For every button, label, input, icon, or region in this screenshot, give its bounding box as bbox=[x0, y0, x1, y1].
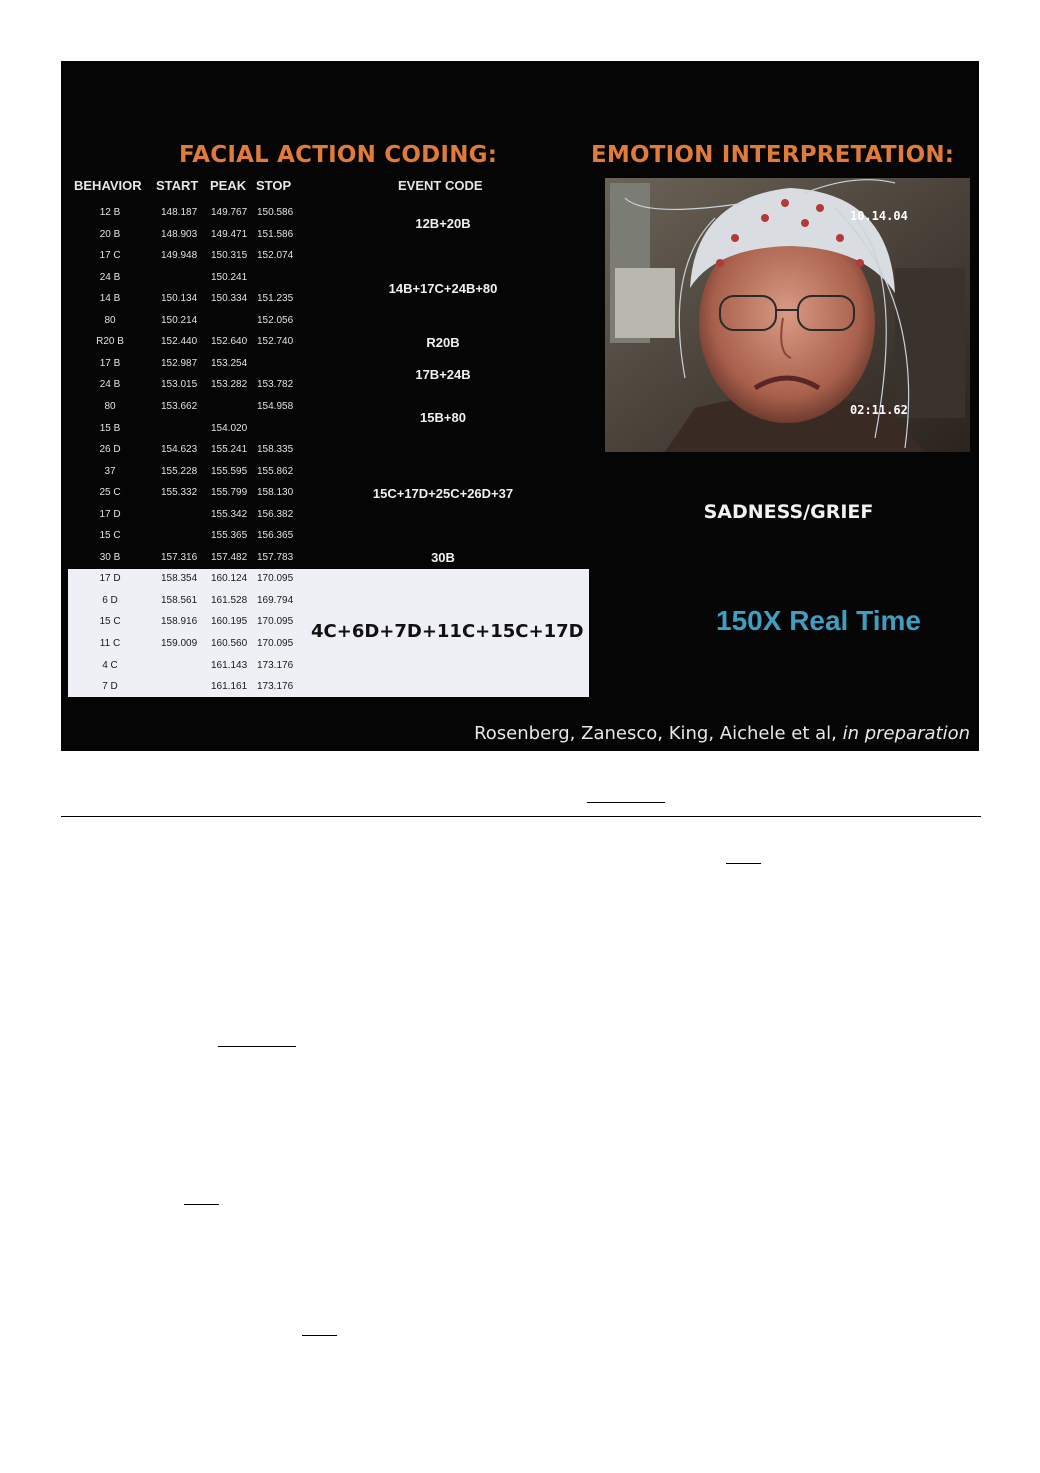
table-cell-peak: 157.482 bbox=[211, 552, 248, 563]
table-cell-stop: 169.794 bbox=[257, 595, 294, 606]
table-cell-start: 152.440 bbox=[161, 336, 198, 347]
table-cell-start: 150.134 bbox=[161, 293, 198, 304]
table-cell-behavior: 12 B bbox=[99, 207, 121, 218]
table-cell-behavior: 11 C bbox=[99, 638, 121, 649]
table-cell-start: 155.228 bbox=[161, 466, 198, 477]
table-cell-start: 157.316 bbox=[161, 552, 198, 563]
table-cell-behavior: 25 C bbox=[99, 487, 121, 498]
table-cell-stop: 156.365 bbox=[257, 530, 294, 541]
table-cell-behavior: 15 C bbox=[99, 616, 121, 627]
short-rule bbox=[218, 1046, 296, 1047]
event-code: R20B bbox=[426, 335, 460, 350]
table-cell-peak: 152.640 bbox=[211, 336, 248, 347]
table-cell-stop: 170.095 bbox=[257, 573, 294, 584]
table-cell-behavior: 37 bbox=[104, 466, 116, 477]
short-rule bbox=[302, 1335, 337, 1336]
table-cell-peak: 154.020 bbox=[211, 423, 248, 434]
table-cell-behavior: 24 B bbox=[99, 379, 121, 390]
event-code: 12B+20B bbox=[415, 216, 471, 231]
table-cell-stop: 154.958 bbox=[257, 401, 294, 412]
timestamp-bottom: 02:11.62 bbox=[850, 403, 908, 417]
table-cell-start: 148.187 bbox=[161, 207, 198, 218]
table-cell-behavior: 80 bbox=[104, 315, 116, 326]
table-cell-behavior: 30 B bbox=[99, 552, 121, 563]
table-cell-behavior: R20 B bbox=[96, 336, 124, 347]
table-cell-stop: 155.862 bbox=[257, 466, 294, 477]
table-cell-peak: 160.560 bbox=[211, 638, 248, 649]
table-cell-peak: 155.799 bbox=[211, 487, 248, 498]
table-cell-peak: 153.282 bbox=[211, 379, 248, 390]
table-cell-peak: 155.241 bbox=[211, 444, 248, 455]
subject-photo bbox=[605, 178, 970, 452]
emotion-label: SADNESS/GRIEF bbox=[703, 501, 874, 523]
table-cell-stop: 150.586 bbox=[257, 207, 294, 218]
table-cell-start: 155.332 bbox=[161, 487, 198, 498]
table-cell-peak: 161.528 bbox=[211, 595, 248, 606]
col-header-behavior: BEHAVIOR bbox=[74, 178, 142, 193]
short-rule bbox=[184, 1204, 219, 1205]
slide-figure bbox=[61, 61, 979, 751]
table-cell-behavior: 15 B bbox=[99, 423, 121, 434]
table-cell-behavior: 20 B bbox=[99, 229, 121, 240]
event-code: 17B+24B bbox=[415, 367, 471, 382]
table-cell-start: 154.623 bbox=[161, 444, 198, 455]
table-cell-start: 158.916 bbox=[161, 616, 198, 627]
citation bbox=[474, 723, 970, 744]
col-header-peak: PEAK bbox=[210, 178, 247, 193]
table-cell-behavior: 17 D bbox=[99, 573, 121, 584]
table-cell-peak: 160.124 bbox=[211, 573, 248, 584]
table-cell-behavior: 14 B bbox=[99, 293, 121, 304]
table-cell-behavior: 15 C bbox=[99, 530, 121, 541]
table-cell-stop: 152.074 bbox=[257, 250, 294, 261]
table-cell-stop: 152.740 bbox=[257, 336, 294, 347]
table-cell-stop: 156.382 bbox=[257, 509, 294, 520]
table-cell-start: 159.009 bbox=[161, 638, 198, 649]
speed-label: 150X Real Time bbox=[716, 605, 921, 636]
table-cell-stop: 151.235 bbox=[257, 293, 294, 304]
table-cell-peak: 149.767 bbox=[211, 207, 248, 218]
table-cell-stop: 173.176 bbox=[257, 681, 294, 692]
table-cell-behavior: 17 D bbox=[99, 509, 121, 520]
table-cell-start: 158.561 bbox=[161, 595, 198, 606]
table-cell-stop: 157.783 bbox=[257, 552, 294, 563]
table-cell-start: 152.987 bbox=[161, 358, 198, 369]
table-cell-peak: 161.161 bbox=[211, 681, 248, 692]
col-header-start: START bbox=[156, 178, 199, 193]
table-cell-peak: 150.315 bbox=[211, 250, 248, 261]
table-cell-behavior: 26 D bbox=[99, 444, 121, 455]
page-rule bbox=[61, 816, 981, 817]
citation-status: in preparation bbox=[842, 723, 970, 744]
event-code: 14B+17C+24B+80 bbox=[388, 281, 498, 296]
table-cell-behavior: 80 bbox=[104, 401, 116, 412]
short-rule bbox=[587, 802, 665, 803]
col-header-stop: STOP bbox=[256, 178, 292, 193]
table-cell-start: 158.354 bbox=[161, 573, 198, 584]
table-cell-behavior: 4 C bbox=[102, 660, 118, 671]
timestamp-top: 10.14.04 bbox=[850, 209, 908, 223]
table-cell-peak: 161.143 bbox=[211, 660, 248, 671]
table-cell-peak: 149.471 bbox=[211, 229, 248, 240]
table-cell-stop: 153.782 bbox=[257, 379, 294, 390]
table-cell-stop: 152.056 bbox=[257, 315, 294, 326]
table-cell-stop: 170.095 bbox=[257, 616, 294, 627]
event-code: 15B+80 bbox=[420, 410, 466, 425]
table-cell-stop: 170.095 bbox=[257, 638, 294, 649]
table-cell-start: 148.903 bbox=[161, 229, 198, 240]
highlight-event-code: 4C+6D+7D+11C+15C+17D bbox=[311, 621, 584, 642]
event-code: 30B bbox=[431, 550, 455, 565]
table-cell-behavior: 24 B bbox=[99, 272, 121, 283]
short-rule bbox=[726, 863, 761, 864]
table-cell-peak: 160.195 bbox=[211, 616, 248, 627]
table-cell-peak: 155.595 bbox=[211, 466, 248, 477]
table-cell-start: 149.948 bbox=[161, 250, 198, 261]
citation-authors: Rosenberg, Zanesco, King, Aichele et al, bbox=[474, 723, 843, 744]
table-cell-peak: 150.334 bbox=[211, 293, 248, 304]
table-cell-stop: 173.176 bbox=[257, 660, 294, 671]
table-cell-peak: 155.342 bbox=[211, 509, 248, 520]
facs-heading: FACIAL ACTION CODING: bbox=[179, 142, 498, 168]
table-cell-start: 153.662 bbox=[161, 401, 198, 412]
table-cell-behavior: 7 D bbox=[102, 681, 118, 692]
table-cell-behavior: 6 D bbox=[102, 595, 118, 606]
table-cell-peak: 153.254 bbox=[211, 358, 248, 369]
table-cell-peak: 155.365 bbox=[211, 530, 248, 541]
table-cell-stop: 158.335 bbox=[257, 444, 294, 455]
table-cell-stop: 151.586 bbox=[257, 229, 294, 240]
event-code: 15C+17D+25C+26D+37 bbox=[372, 486, 514, 501]
table-cell-behavior: 17 C bbox=[99, 250, 121, 261]
table-cell-peak: 150.241 bbox=[211, 272, 248, 283]
emotion-heading: EMOTION INTERPRETATION: bbox=[591, 142, 955, 168]
table-cell-start: 153.015 bbox=[161, 379, 198, 390]
table-cell-start: 150.214 bbox=[161, 315, 198, 326]
table-cell-stop: 158.130 bbox=[257, 487, 294, 498]
table-cell-behavior: 17 B bbox=[99, 358, 121, 369]
col-header-event-code: EVENT CODE bbox=[398, 178, 483, 193]
